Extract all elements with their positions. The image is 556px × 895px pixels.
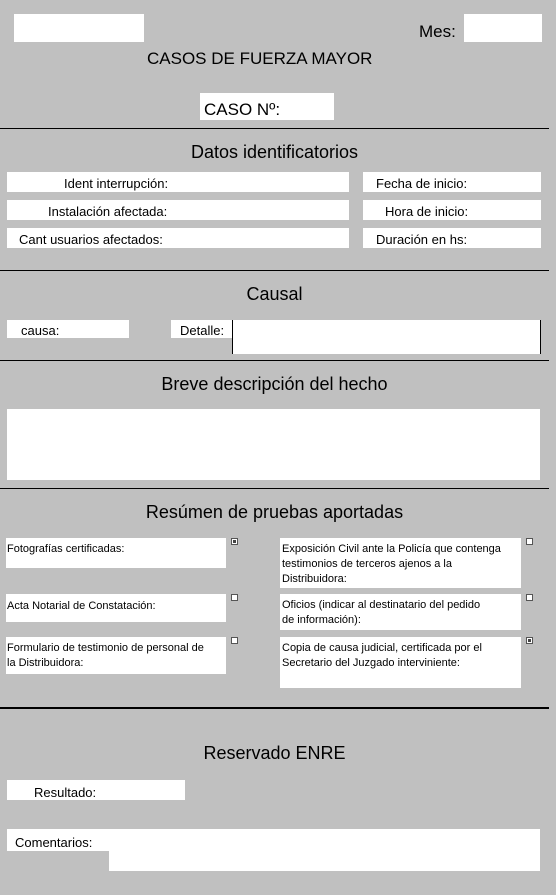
prueba-oficios-checkbox[interactable] <box>526 594 533 601</box>
section-title-causal: Causal <box>246 284 303 304</box>
prueba-formulario-label: Formulario de testimonio de personal de la Distribuidora: <box>7 642 204 669</box>
prueba-exposicion-label: Exposición Civil ante la Policía que contenga testimonios de terceros ajenos a la Distribuidora: <box>282 543 501 585</box>
detalle-label: Detalle: <box>180 323 225 338</box>
section-title-descripcion: Breve descripción del hecho <box>161 374 388 394</box>
prueba-copia-field[interactable] <box>280 637 521 688</box>
prueba-formulario-checkbox[interactable] <box>231 637 238 644</box>
caso-label: CASO Nº: <box>204 100 281 119</box>
prueba-fotografias-checkbox[interactable] <box>231 538 238 545</box>
prueba-acta-checkbox[interactable] <box>231 594 238 601</box>
mes-field[interactable] <box>464 14 542 42</box>
section-title-reservado: Reservado ENRE <box>203 743 346 763</box>
ident-interrupcion-label: Ident interrupción: <box>64 176 169 191</box>
causa-label: causa: <box>21 323 60 338</box>
mes-label: Mes: <box>419 22 456 41</box>
prueba-copia-checkbox[interactable] <box>526 637 533 644</box>
prueba-formulario-field[interactable] <box>6 637 226 674</box>
prueba-exposicion-field[interactable] <box>280 538 521 588</box>
instalacion-label: Instalación afectada: <box>48 204 168 219</box>
divider <box>0 270 549 271</box>
prueba-acta-label: Acta Notarial de Constatación: <box>7 600 156 612</box>
divider <box>0 488 549 489</box>
hora-inicio-label: Hora de inicio: <box>385 204 469 219</box>
divider <box>0 360 549 361</box>
prueba-fotografias-label: Fotografías certificadas: <box>7 543 125 555</box>
duracion-label: Duración en hs: <box>376 232 468 247</box>
section-title-datos: Datos identificatorios <box>190 142 359 162</box>
divider <box>0 707 549 709</box>
prueba-oficios-field[interactable] <box>280 594 521 630</box>
divider <box>0 128 549 129</box>
prueba-fotografias-field[interactable] <box>6 538 226 568</box>
prueba-exposicion-checkbox[interactable] <box>526 538 533 545</box>
page-title: CASOS DE FUERZA MAYOR <box>147 49 373 68</box>
header-blank-field[interactable] <box>14 14 144 42</box>
descripcion-field[interactable] <box>7 409 540 480</box>
prueba-oficios-label: Oficios (indicar al destinatario del pedido de información): <box>282 599 481 626</box>
detalle-field[interactable] <box>232 320 541 354</box>
resultado-label: Resultado: <box>34 785 97 800</box>
ident-interrupcion-field[interactable] <box>7 172 349 192</box>
section-title-pruebas: Resúmen de pruebas aportadas <box>145 502 404 522</box>
comentarios-label: Comentarios: <box>15 835 93 850</box>
comentarios-field[interactable] <box>109 829 540 871</box>
prueba-acta-field[interactable] <box>6 594 226 622</box>
prueba-copia-label: Copia de causa judicial, certificada por el Secretario del Juzgado interviniente: <box>282 642 482 669</box>
usuarios-label: Cant usuarios afectados: <box>19 232 163 247</box>
fecha-inicio-label: Fecha de inicio: <box>376 176 468 191</box>
